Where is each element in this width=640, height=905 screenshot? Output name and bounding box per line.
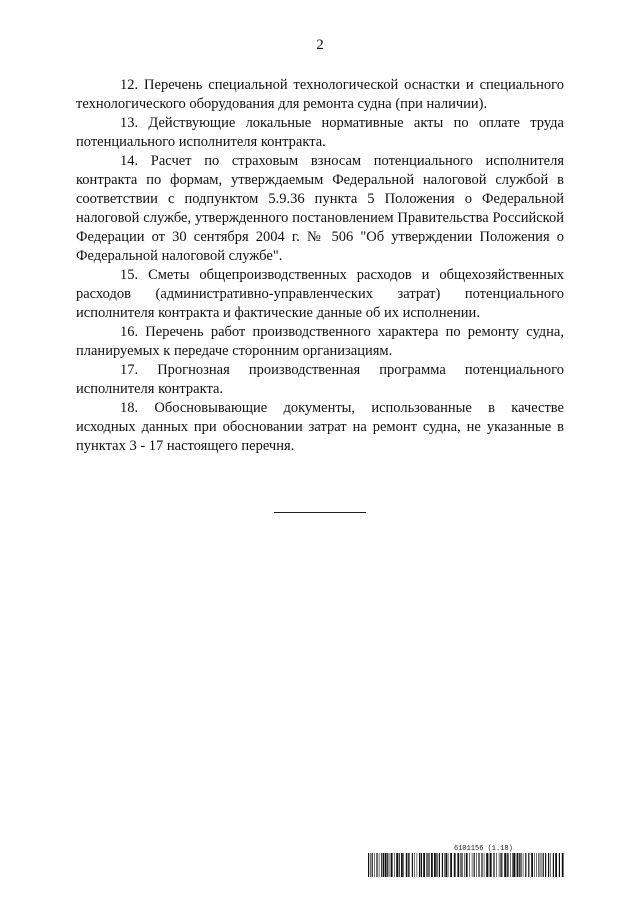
end-of-document-rule [274, 512, 366, 513]
barcode-bar [450, 853, 452, 877]
barcode-bar [376, 853, 377, 877]
barcode-bar [390, 853, 391, 877]
barcode-bar [409, 853, 410, 877]
barcode-bar [462, 853, 463, 877]
barcode-bar [513, 853, 515, 877]
barcode-bar [555, 853, 557, 877]
barcode-bar [419, 853, 420, 877]
barcode-bar [499, 853, 500, 877]
barcode-bar [403, 853, 404, 877]
document-body [76, 76, 564, 456]
barcode-bar [478, 853, 479, 877]
barcode-bar [504, 853, 506, 877]
barcode-bar [559, 853, 560, 877]
paragraph-item-14: 14. Расчет по страховым взносам потенциального исполнителя контракта по формам, утверждаемым Федеральной налоговой службой в соответствии с подпунктом 5.9.36 пункта 5 Положения о Федеральной налоговой службе, утвержденного постановлением Правительства Российской Федерации от 30 сентября 2004 г. № 506 "Об утверждении Положения о Федеральной налоговой службе". [76, 153, 564, 264]
barcode-bar [493, 853, 494, 877]
barcode-bar [457, 853, 459, 877]
barcode-bar [421, 853, 422, 877]
barcode-bar [500, 853, 501, 877]
barcode-bar [426, 853, 427, 877]
barcode-bar [406, 853, 407, 877]
barcode-bar [507, 853, 508, 877]
barcode-bar [541, 853, 542, 877]
barcode-bar [481, 853, 482, 877]
barcode-bar [429, 853, 430, 877]
barcode-bar [439, 853, 440, 877]
barcode-bar [374, 853, 375, 877]
page-number: 2 [316, 37, 324, 53]
barcode-bar [423, 853, 425, 877]
barcode-bar [476, 853, 477, 877]
barcode-bar [538, 853, 539, 877]
barcode-bar [442, 853, 443, 877]
barcode-bar [401, 853, 403, 877]
barcode-bar [484, 853, 485, 877]
barcode-bar [444, 853, 445, 877]
barcode-bar [385, 853, 387, 877]
barcode-caption: 6101156 (1.18) [454, 845, 513, 853]
paragraph-item-17: 17. Прогнозная производственная программа потенциального исполнителя контракта. [76, 362, 564, 397]
barcode-bar [396, 853, 398, 877]
barcode-bar [520, 853, 521, 877]
barcode-bar [417, 853, 418, 877]
barcode-bar [528, 853, 529, 877]
barcode-bar [512, 853, 513, 877]
barcode-bar [501, 853, 502, 877]
barcode-bar [519, 853, 520, 877]
barcode-bar [531, 853, 533, 877]
barcode-bar [372, 853, 373, 877]
barcode-bar [517, 853, 518, 877]
barcode-bar [543, 853, 544, 877]
paragraph-item-18: 18. Обосновывающие документы, использованные в качестве исходных данных при обосновании затрат на ремонт судна, не указанные в пунктах 3 - 17 настоящего перечня. [76, 400, 564, 454]
barcode-bar [548, 853, 549, 877]
barcode-bar [368, 853, 369, 877]
barcode-bar [516, 853, 517, 877]
barcode-bar [436, 853, 437, 877]
barcode-bar [472, 853, 473, 877]
barcode-bar [486, 853, 488, 877]
barcode-bar [431, 853, 433, 877]
barcode-bar [434, 853, 436, 877]
barcode-bar [460, 853, 461, 877]
barcode-bar [445, 853, 447, 877]
barcode-bar [370, 853, 371, 877]
paragraph-item-13: 13. Действующие локальные нормативные акты по оплате труда потенциального исполнителя контракта. [76, 115, 564, 150]
barcode-bar [427, 853, 428, 877]
barcode-bar [496, 853, 497, 877]
barcode-bar [545, 853, 546, 877]
barcode-bar [540, 853, 541, 877]
paragraph-item-15: 15. Сметы общепроизводственных расходов и общехозяйственных расходов (административно-управленческих затрат) потенциального исполнителя контракта и фактические данные об их исполнении. [76, 267, 564, 321]
barcode-bar [414, 853, 415, 877]
barcode-bar [474, 853, 475, 877]
barcode-bar [412, 853, 413, 877]
barcode-bar [454, 853, 456, 877]
barcode-bar [408, 853, 409, 877]
barcode-bar [399, 853, 400, 877]
barcode-bar [466, 853, 468, 877]
barcode-bar [534, 853, 535, 877]
barcode-bar [381, 853, 382, 877]
barcode-bar [387, 853, 388, 877]
barcode-bar [469, 853, 470, 877]
barcode-bar [464, 853, 465, 877]
barcode-bar [383, 853, 384, 877]
barcode-bar [510, 853, 511, 877]
barcode-bar [508, 853, 509, 877]
barcode-bar [448, 853, 449, 877]
barcode-bar [379, 853, 380, 877]
barcode-bar [490, 853, 492, 877]
barcode-bar [550, 853, 551, 877]
barcode-image [368, 853, 564, 877]
barcode-bar [553, 853, 554, 877]
barcode-bar [562, 853, 564, 877]
barcode-bar [523, 853, 524, 877]
barcode-bar [391, 853, 393, 877]
paragraph-item-12: 12. Перечень специальной технологической оснастки и специального технологического оборудования для ремонта судна (при наличии). [76, 77, 564, 112]
barcode-bar [536, 853, 537, 877]
paragraph-item-16: 16. Перечень работ производственного характера по ремонту судна, планируемых к передаче сторонним организациям. [76, 324, 564, 359]
barcode-bar [489, 853, 490, 877]
barcode-bar [525, 853, 526, 877]
barcode-bar [394, 853, 395, 877]
